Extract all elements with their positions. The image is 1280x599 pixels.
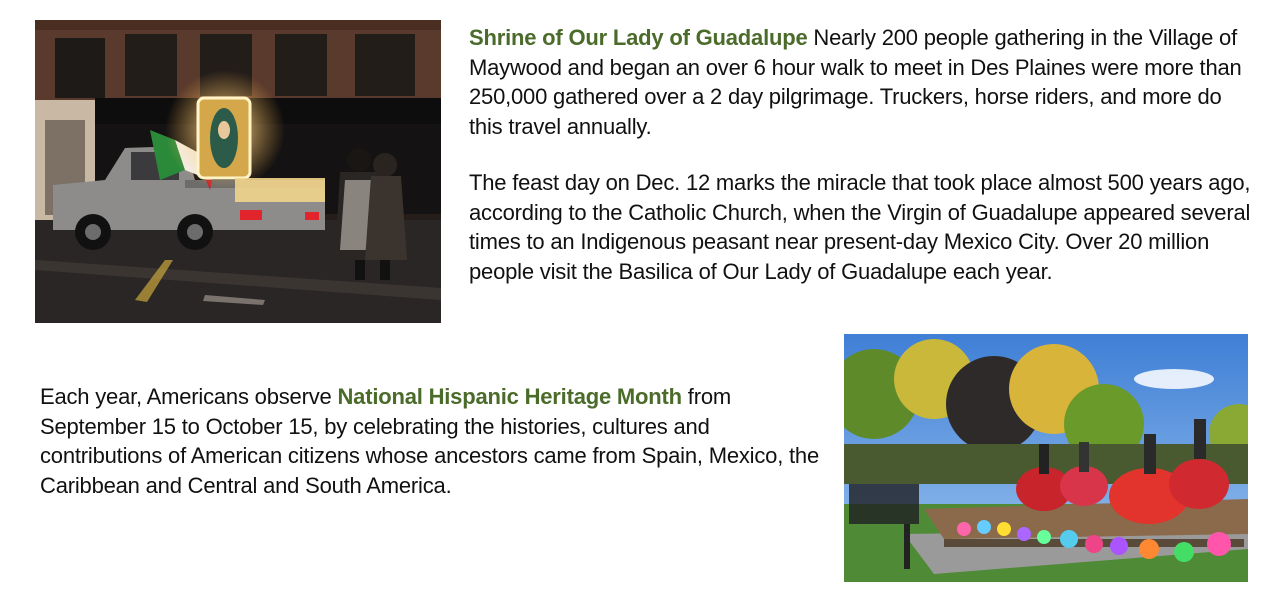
shrine-paragraph (469, 23, 1259, 141)
heritage-intro: Each year, Americans observe (40, 384, 338, 409)
heritage-highlight: National Hispanic Heritage Month (337, 384, 682, 409)
dancers-photo-graphic (844, 334, 1248, 582)
heritage-paragraph (40, 382, 820, 500)
procession-photo (35, 20, 441, 323)
feast-paragraph: The feast day on Dec. 12 marks the miracle that took place almost 500 years ago, according to the Catholic Church, when the Virgin of Guadalupe appeared several times to an Indigenous peasant near present-day Mexico City. Over 20 million people visit the Basilica of Our Lady of Guadalupe each year. (469, 170, 1251, 284)
procession-photo-graphic (35, 20, 441, 323)
shrine-title: Shrine of Our Lady of Guadalupe (469, 25, 808, 50)
dancers-photo (844, 334, 1248, 582)
heritage-body: from September 15 to October 15, by celebrating the histories, cultures and contributions of American citizens whose ancestors came from Spain, Mexico, the Caribbean and Central and South America. (40, 384, 820, 498)
shrine-body: Nearly 200 people gathering in the Village of Maywood and began an over 6 hour walk to meet in Des Plaines were more than 250,000 gathered over a 2 day pilgrimage. Truckers, horse riders, and more do this travel annually. (469, 25, 1242, 139)
